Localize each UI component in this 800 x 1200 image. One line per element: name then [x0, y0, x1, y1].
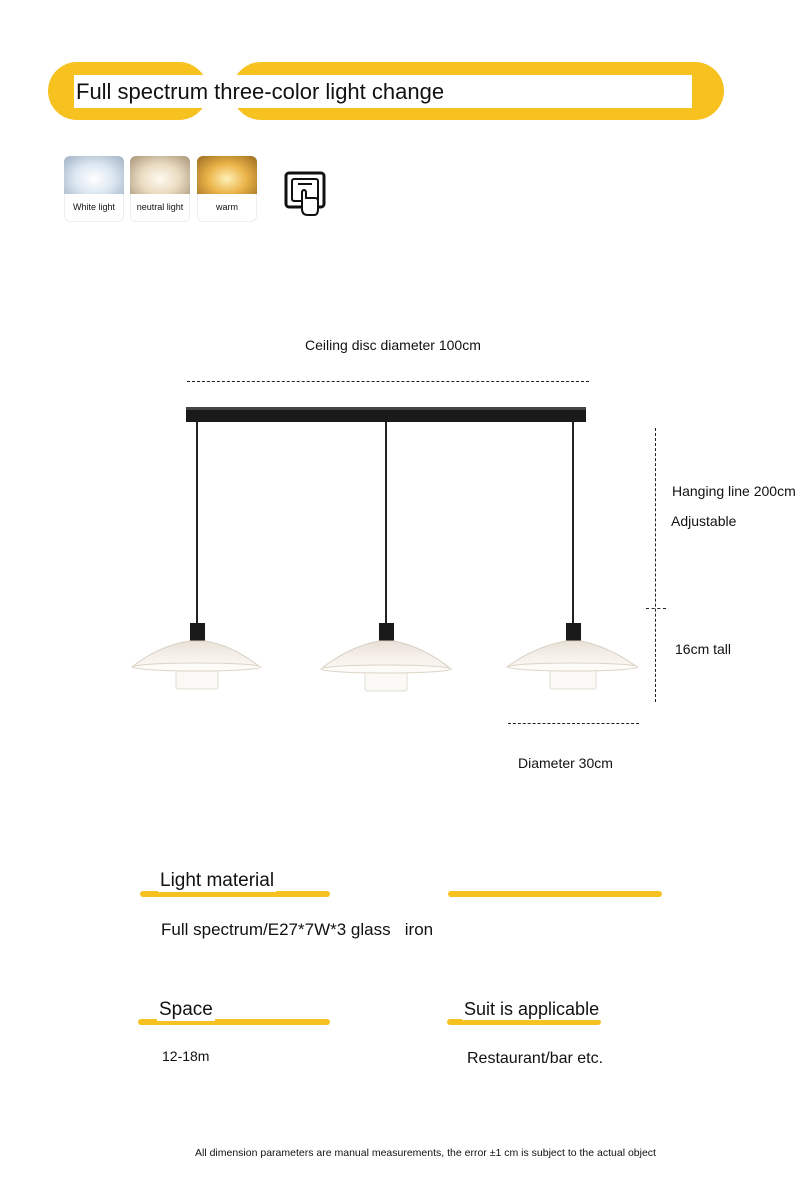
- adjustable-label: Adjustable: [671, 513, 737, 529]
- swatch-label-white: White light: [72, 202, 116, 212]
- page-title: Full spectrum three-color light change: [74, 75, 692, 108]
- warm-light-glow: [197, 156, 257, 194]
- footnote: All dimension parameters are manual measurements, the error ±1 cm is subject to the actual object: [195, 1147, 656, 1159]
- hanging-line-label: Hanging line 200cm: [672, 483, 796, 499]
- lamp-middle: [321, 623, 451, 691]
- diameter-dash: [508, 723, 639, 724]
- swatch-warm-light: [197, 156, 257, 222]
- lamp-left: [132, 623, 261, 689]
- white-light-glow: [64, 156, 124, 194]
- ceiling-disc-dash: [187, 381, 589, 382]
- applicable-value: Restaurant/bar etc.: [467, 1050, 604, 1067]
- neutral-light-glow: [130, 156, 190, 194]
- material-value: Full spectrum/E27*7W*3 glass iron: [161, 920, 434, 939]
- ceiling-disc-label: Ceiling disc diameter 100cm: [305, 337, 481, 353]
- height-label: 16cm tall: [675, 641, 732, 657]
- swatch-label-neutral: neutral light: [136, 202, 184, 212]
- swatch-label-warm: warm: [216, 202, 238, 212]
- swatch-neutral-light: [130, 156, 190, 222]
- material-title: Light material: [160, 870, 275, 891]
- diameter-label: Diameter 30cm: [518, 755, 613, 771]
- material-bar-right: [448, 891, 662, 897]
- space-value: 12-18m: [162, 1048, 210, 1064]
- applicable-title: Suit is applicable: [464, 999, 600, 1019]
- wall-switch-icon: [284, 171, 328, 219]
- space-title: Space: [159, 999, 213, 1020]
- pendant-lamp-illustration: [120, 395, 680, 715]
- lamp-right: [507, 623, 638, 689]
- swatch-white-light: [64, 156, 124, 222]
